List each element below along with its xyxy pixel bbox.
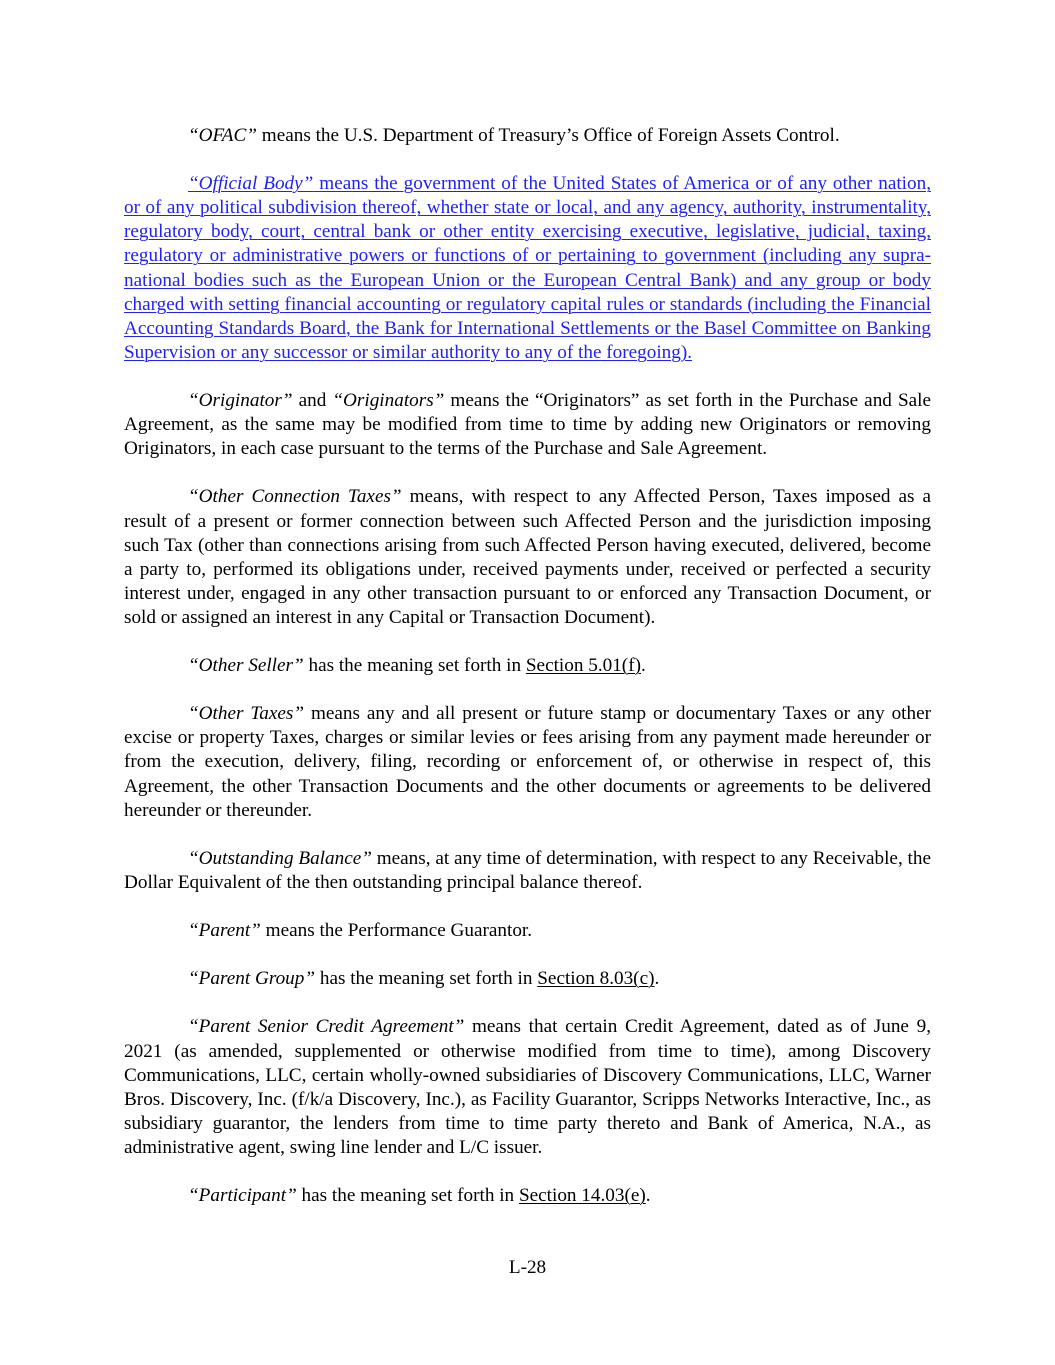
- definition-parent-group: [124, 967, 931, 991]
- defined-term: “Official Body”: [188, 173, 314, 195]
- definition-originator: [124, 389, 931, 461]
- defined-term: “Other Taxes”: [188, 703, 305, 725]
- definition-text: means the government of the United States of America or of any other nation, or of any political subdivision thereof, whether state or local, and any agency, authority, instrumentality, regulatory body, court, central bank or other entity exercising executive, legislative, judicial, taxing, regulatory or administrative powers or functions of or pertaining to government (including any supra-national bodies such as the European Union or the European Central Bank) and any group or body charged with setting financial accounting or regulatory capital rules or standards (including the Financial Accounting Standards Board, the Bank for International Settlements or the Basel Committee on Banking Supervision or any successor or similar authority to any of the foregoing).: [124, 173, 931, 363]
- definition-ofac: [124, 124, 931, 148]
- definition-text: means, at any time of determination, with respect to any Receivable, the Dollar Equivalent of the then outstanding principal balance thereof.: [124, 847, 931, 893]
- definition-parent: [124, 919, 931, 943]
- definition-text: has the meaning set forth in: [303, 655, 526, 677]
- definition-other-seller: [124, 654, 931, 678]
- defined-term: “Originator”: [188, 390, 293, 412]
- page-number: L-28: [508, 1257, 547, 1278]
- definition-text: means that certain Credit Agreement, dated as of June 9, 2021 (as amended, supplemented or otherwise modified from time to time), among Discovery Communications, LLC, certain wholly-owned subsidiaries of Discovery Communications, LLC, Warner Bros. Discovery, Inc. (f/k/a Discovery, Inc.), as Facility Guarantor, Scripps Networks Interactive, Inc., as subsidiary guarantor, the lenders from time to time party thereto and Bank of America, N.A., as administrative agent, swing line lender and L/C issuer.: [124, 1016, 931, 1158]
- definition-outstanding-balance: [124, 847, 931, 895]
- section-reference: Section 5.01(f): [525, 655, 641, 677]
- defined-term: “OFAC”: [188, 125, 257, 146]
- defined-term: “Parent Senior Credit Agreement”: [188, 1016, 465, 1038]
- defined-term: “Outstanding Balance”: [188, 847, 372, 869]
- definition-text: means the “Originators” as set forth in the Purchase and Sale Agreement, as the same may be modified from time to time by adding new Originators or removing Originators, in each case pursuant to the terms of the Purchase and Sale Agreement.: [124, 390, 931, 460]
- defined-term: “Other Seller”: [188, 655, 304, 677]
- definition-end: .: [654, 968, 660, 990]
- definition-parent-senior-credit-agreement: [124, 1015, 931, 1160]
- definition-text: means, with respect to any Affected Person, Taxes imposed as a result of a present or former connection between such Affected Person and the jurisdiction imposing such Tax (other than connections arising from such Affected Person having executed, delivered, become a party to, performed its obligations under, received payments under, received or perfected a security interest under, engaged in any other transaction pursuant to or enforced any Transaction Document, or sold or assigned an interest in any Capital or Transaction Document).: [124, 486, 932, 628]
- definition-other-taxes: [124, 702, 931, 822]
- definition-end: .: [640, 655, 646, 677]
- definition-official-body: [124, 172, 931, 365]
- definition-other-connection-taxes: [124, 485, 931, 630]
- definitions-section: [124, 124, 931, 1232]
- definition-end: .: [645, 1185, 651, 1207]
- section-reference: Section 14.03(e): [518, 1185, 646, 1207]
- defined-term: “Participant”: [188, 1185, 297, 1207]
- definition-text: means the Performance Guarantor.: [260, 920, 533, 942]
- definition-participant: [124, 1184, 931, 1208]
- definition-text: means the U.S. Department of Treasury’s Office of Foreign Assets Control.: [256, 125, 840, 146]
- definition-text: has the meaning set forth in: [296, 1185, 519, 1207]
- defined-term: “Other Connection Taxes”: [188, 486, 402, 508]
- term-joiner: and: [292, 390, 333, 412]
- definition-text: means any and all present or future stamp or documentary Taxes or any other excise or property Taxes, charges or similar levies or fees arising from any payment made hereunder or from the execution, delivery, filing, recording or enforcement of, or otherwise in respect of, this Agreement, the other Transaction Documents and the other documents or agreements to be delivered hereunder or thereunder.: [124, 703, 932, 821]
- defined-term: “Parent”: [188, 920, 261, 942]
- defined-term: “Parent Group”: [188, 968, 316, 990]
- section-reference: Section 8.03(c): [537, 968, 655, 990]
- definition-text: has the meaning set forth in: [315, 968, 538, 990]
- defined-term: “Originators”: [332, 390, 445, 412]
